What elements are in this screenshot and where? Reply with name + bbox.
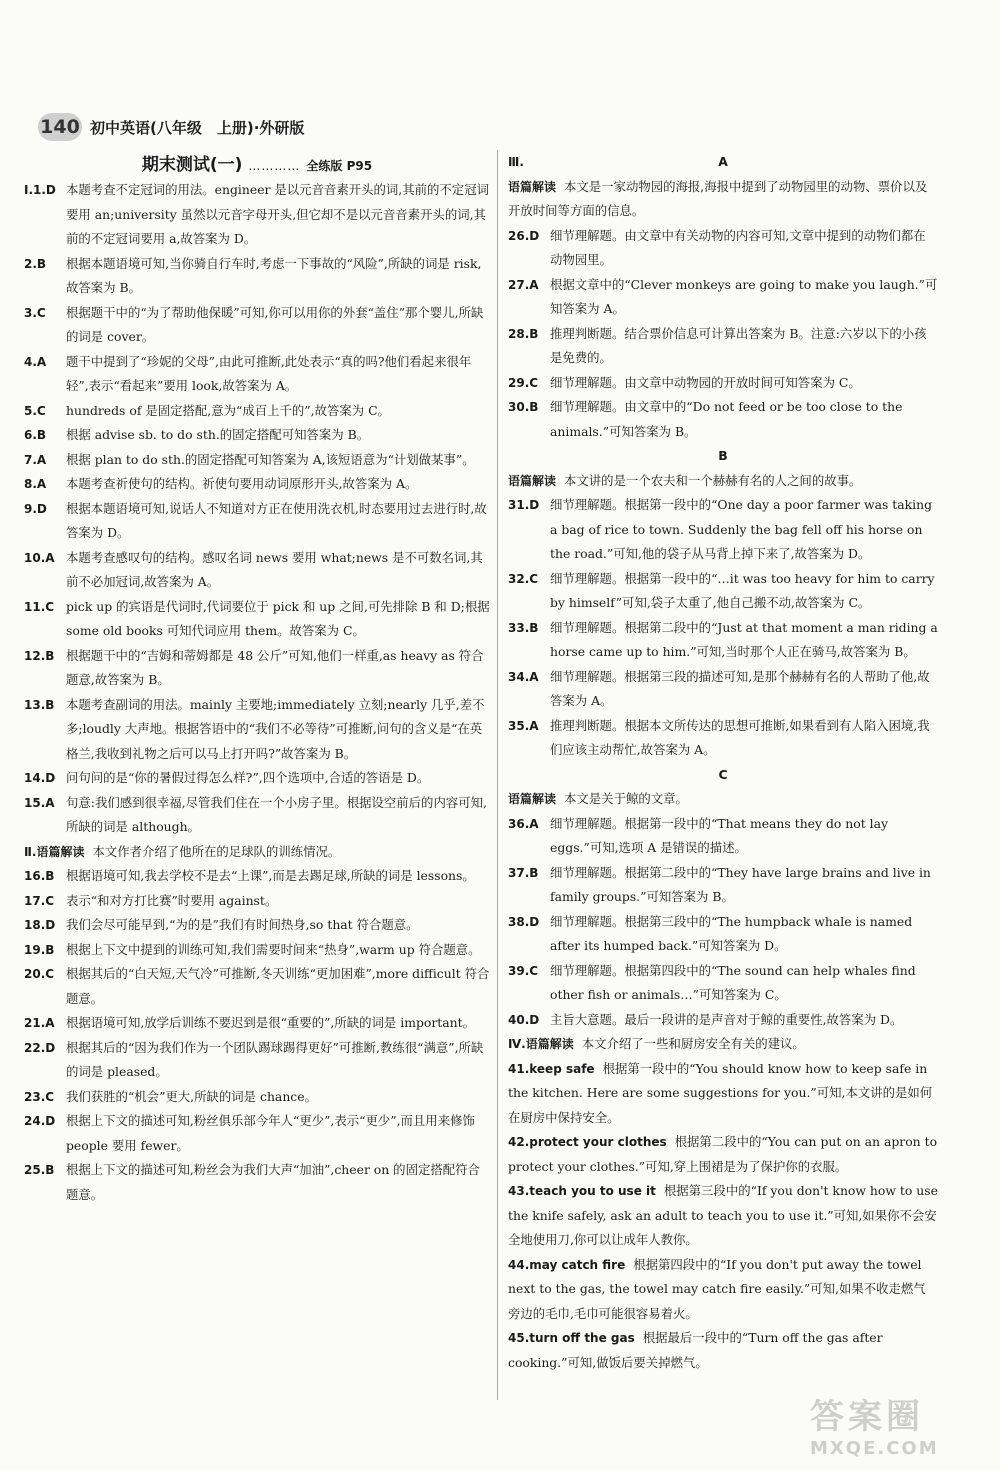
answer-number: 22.D bbox=[24, 1040, 56, 1055]
answer-item bbox=[24, 423, 490, 448]
answer-number: 32.C bbox=[508, 571, 539, 586]
column-divider bbox=[497, 150, 498, 1400]
left-answers bbox=[24, 178, 490, 1207]
answer-item bbox=[24, 913, 490, 938]
watermark-title: 答案圈 bbox=[810, 1397, 924, 1437]
section-intro bbox=[508, 1032, 938, 1057]
answer-explanation: 根据语境可知,我去学校不是去“上课”,而是去踢足球,所缺的词是 lessons。 bbox=[66, 868, 475, 883]
answer-number: 7.A bbox=[24, 452, 47, 467]
answer-item bbox=[24, 448, 490, 473]
answer-explanation: 根据题干中的“为了帮助他保暖”可知,你可以用你的外套“盖住”那个婴儿,所缺的词是 cover。 bbox=[66, 304, 484, 344]
answer-explanation: 我们获胜的“机会”更大,所缺的词是 chance。 bbox=[66, 1088, 317, 1104]
answer-number: 23.C bbox=[24, 1089, 55, 1104]
answer-number: 16.B bbox=[24, 869, 55, 883]
answer-number: 25.B bbox=[24, 1163, 55, 1177]
answer-number: 18.D bbox=[24, 918, 56, 932]
answer-explanation: 细节理解题。根据第二段中的“Just at that moment a man riding a horse came up to him.”可知,当时那个人正在骑马,故答案为 B。 bbox=[550, 619, 938, 659]
book-title: 初中英语(八年级 上册)·外研版 bbox=[90, 118, 305, 137]
answer-item bbox=[24, 252, 490, 301]
answer-item bbox=[508, 812, 938, 861]
answer-item bbox=[24, 962, 490, 1011]
answer-item bbox=[508, 1130, 938, 1179]
section-intro bbox=[508, 787, 938, 812]
answer-explanation: 根据本题语境可知,当你骑自行车时,考虑一下事故的“风险”,所缺的词是 risk,故答案为 B。 bbox=[66, 255, 482, 295]
answer-explanation: 句意:我们感到很幸福,尽管我们住在一个小房子里。根据设空前后的内容可知,所缺的词是 although。 bbox=[66, 794, 487, 834]
answer-number: 8.A bbox=[24, 477, 47, 491]
answer-item bbox=[24, 1158, 490, 1207]
section-label: 语篇解读 bbox=[508, 179, 557, 194]
answer-number: 20.C bbox=[24, 967, 55, 981]
answer-item bbox=[24, 399, 490, 424]
section-intro bbox=[508, 175, 938, 224]
answer-explanation: 本题考查不定冠词的用法。engineer 是以元音音素开头的词,其前的不定冠词要用 an;university 虽然以元音字母开头,但它却不是以元音音素开头的词,其前的不定冠词要用 a,故答案为 D。 bbox=[66, 182, 489, 246]
section-summary: 本文作者介绍了他所在的足球队的训练情况。 bbox=[92, 843, 341, 859]
answer-explanation: 根据第四段中的“If you don't put away the towel next to the gas, the towel may catch fire easily.”可知,如果不收走燃气旁边的毛巾,毛巾可能很容易着火。 bbox=[508, 1256, 926, 1321]
answer-number: 37.B bbox=[508, 865, 539, 880]
answer-number: 31.D bbox=[508, 498, 540, 512]
answer-item bbox=[508, 616, 938, 665]
answer-number: 4.A bbox=[24, 354, 47, 369]
section-summary: 本文是一家动物园的海报,海报中提到了动物园里的动物、票价以及开放时间等方面的信息。 bbox=[508, 178, 928, 218]
answer-explanation: 细节理解题。根据第三段的描述可知,是那个赫赫有名的人帮助了他,故答案为 A。 bbox=[550, 668, 930, 708]
watermark bbox=[810, 1389, 980, 1459]
answer-explanation: 题干中提到了“珍妮的父母”,由此可推断,此处表示“真的吗?他们看起来很年轻”,表示“看起来”要用 look,故答案为 A。 bbox=[66, 353, 472, 393]
answer-explanation: 根据其后的“白天短,天气冷”可推断,冬天训练“更加困难”,more difficult 符合题意。 bbox=[66, 966, 490, 1006]
answer-number: Ⅰ.1.D bbox=[24, 183, 56, 197]
answer-explanation: 推理判断题。根据本文所传达的思想可推断,如果看到有人陷入困境,我们应该主动帮忙,故答案为 A。 bbox=[550, 717, 930, 757]
answer-explanation: 细节理解题。根据第一段中的“One day a poor farmer was taking a bag of rice to town. Suddenly the bag fell off his horse on the road.”可知,他的袋子从马背上掉下来了,故答案为 D。 bbox=[550, 497, 932, 561]
answer-number: 34.A bbox=[508, 669, 539, 684]
answer-item bbox=[508, 1008, 938, 1033]
answer-item bbox=[24, 595, 490, 644]
answer-item bbox=[24, 497, 490, 546]
answer-number: 33.B bbox=[508, 620, 539, 635]
answer-explanation: 细节理解题。由文章中的“Do not feed or be too close to the animals.”可知答案为 B。 bbox=[550, 399, 903, 439]
section-summary: 本文介绍了一些和厨房安全有关的建议。 bbox=[581, 1036, 805, 1051]
answer-explanation: 表示“和对方打比赛”时要用 against。 bbox=[66, 892, 278, 908]
section-summary: 本文是关于鲸的文章。 bbox=[564, 791, 688, 806]
answer-item bbox=[24, 1109, 490, 1158]
answer-explanation: 根据本题语境可知,说话人不知道对方正在使用洗衣机,时态要用过去进行时,故答案为 D。 bbox=[66, 500, 487, 540]
answer-number: 6.B bbox=[24, 428, 47, 442]
answer-item bbox=[24, 301, 490, 350]
section-intro bbox=[24, 840, 490, 865]
answer-item bbox=[24, 1011, 490, 1036]
answer-explanation: 主旨大意题。最后一段讲的是声音对于鲸的重要性,故答案为 D。 bbox=[550, 1011, 903, 1027]
answer-number: 42.protect your clothes bbox=[508, 1135, 667, 1149]
answer-explanation: 本题考查副词的用法。mainly 主要地;immediately 立刻;nearly 几乎,差不多;loudly 大声地。根据答语中的“我们不必等待”可推断,问句的含义是“在英格兰,我收到礼物之后可以马上打开吗?”故答案为 B。 bbox=[66, 696, 485, 761]
left-column bbox=[24, 150, 490, 1207]
answer-number: 43.teach you to use it bbox=[508, 1184, 656, 1198]
answer-item bbox=[24, 1036, 490, 1085]
answer-item bbox=[24, 766, 490, 791]
answer-number: 41.keep safe bbox=[508, 1061, 595, 1076]
test-title bbox=[24, 150, 490, 176]
answer-number: 10.A bbox=[24, 550, 55, 565]
answer-explanation: 根据文章中的“Clever monkeys are going to make you laugh.”可知答案为 A。 bbox=[550, 276, 938, 316]
answer-item bbox=[24, 864, 490, 889]
section-intro bbox=[508, 469, 938, 494]
answer-number: 17.C bbox=[24, 893, 55, 908]
answer-item bbox=[24, 1085, 490, 1110]
answer-item bbox=[24, 938, 490, 963]
answer-number: 14.D bbox=[24, 771, 56, 785]
answer-number: 19.B bbox=[24, 942, 55, 957]
answer-number: 24.D bbox=[24, 1114, 56, 1128]
answer-number: 27.A bbox=[508, 277, 539, 292]
answer-item bbox=[508, 665, 938, 714]
answer-explanation: 细节理解题。由文章中动物园的开放时间可知答案为 C。 bbox=[550, 374, 861, 390]
answer-item bbox=[508, 322, 938, 371]
answer-number: 15.A bbox=[24, 795, 55, 810]
answer-explanation: 根据上下文的描述可知,粉丝俱乐部今年人“更少”,表示“更少”,而且用来修饰 people 要用 fewer。 bbox=[66, 1113, 475, 1153]
page-number: 140 bbox=[38, 113, 82, 141]
answer-item bbox=[508, 1253, 938, 1327]
answer-item bbox=[24, 350, 490, 399]
answer-explanation: 根据其后的“因为我们作为一个团队踢球踢得更好”可推断,教练很“满意”,所缺的词是 pleased。 bbox=[66, 1039, 484, 1079]
answer-item bbox=[508, 714, 938, 763]
answer-number: 36.A bbox=[508, 816, 539, 831]
answer-number: 29.C bbox=[508, 375, 539, 390]
right-answers bbox=[508, 150, 938, 1375]
answer-item bbox=[508, 371, 938, 396]
section-label: Ⅳ.语篇解读 bbox=[508, 1037, 574, 1051]
section-heading bbox=[508, 150, 938, 175]
answer-item bbox=[508, 273, 938, 322]
passage-letter: C bbox=[718, 766, 728, 782]
passage-letter: B bbox=[718, 448, 728, 463]
answer-number: 13.B bbox=[24, 697, 55, 712]
answer-number: 2.B bbox=[24, 256, 47, 271]
answer-explanation: 细节理解题。由文章中有关动物的内容可知,文章中提到的动物们都在动物园里。 bbox=[550, 227, 926, 267]
page-reference: 全练版 P95 bbox=[306, 159, 373, 173]
answer-item bbox=[24, 178, 490, 252]
answer-explanation: 根据 advise sb. to do sth.的固定搭配可知答案为 B。 bbox=[66, 427, 370, 442]
right-column bbox=[508, 150, 938, 1375]
answer-item bbox=[508, 1179, 938, 1253]
answer-number: 38.D bbox=[508, 914, 540, 929]
section-label: Ⅱ.语篇解读 bbox=[24, 844, 85, 859]
answer-explanation: 根据上下文的描述可知,粉丝会为我们大声“加油”,cheer on 的固定搭配符合题意。 bbox=[66, 1162, 480, 1202]
answer-explanation: 根据 plan to do sth.的固定搭配可知答案为 A,该短语意为“计划做某事”。 bbox=[66, 451, 475, 467]
answer-explanation: 我们会尽可能早到,“为的是”我们有时间热身,so that 符合题意。 bbox=[66, 917, 419, 932]
answer-number: 21.A bbox=[24, 1016, 55, 1030]
answer-explanation: hundreds of 是固定搭配,意为“成百上千的”,故答案为 C。 bbox=[66, 402, 390, 418]
answer-item bbox=[508, 1057, 938, 1131]
test-title-text: 期末测试(一) bbox=[141, 155, 243, 175]
watermark-url: MXQE.COM bbox=[810, 1438, 939, 1459]
section-label: 语篇解读 bbox=[508, 473, 557, 488]
answer-item bbox=[508, 567, 938, 616]
answer-explanation: 根据题干中的“吉姆和蒂姆都是 48 公斤”可知,他们一样重,as heavy as 符合题意,故答案为 B。 bbox=[66, 647, 484, 687]
answer-item bbox=[24, 546, 490, 595]
answer-item bbox=[508, 910, 938, 959]
answer-item bbox=[24, 791, 490, 840]
answer-explanation: 推理判断题。结合票价信息可计算出答案为 B。注意:六岁以下的小孩是免费的。 bbox=[550, 325, 927, 365]
answer-item bbox=[508, 224, 938, 273]
answer-explanation: 根据最后一段中的“Turn off the gas after cooking.”可知,做饭后要关掉燃气。 bbox=[508, 1330, 883, 1370]
answer-number: 5.C bbox=[24, 403, 46, 418]
answer-item bbox=[508, 1326, 938, 1375]
answer-number: 12.B bbox=[24, 648, 55, 663]
answer-number: 11.C bbox=[24, 599, 55, 614]
answer-explanation: 细节理解题。根据第一段中的“That means they do not lay eggs.”可知,选项 A 是错误的描述。 bbox=[550, 815, 888, 855]
answer-item bbox=[24, 693, 490, 767]
answer-number: 9.D bbox=[24, 501, 47, 516]
title-dots: ………… bbox=[248, 159, 301, 173]
answer-item bbox=[24, 472, 490, 497]
answer-number: 26.D bbox=[508, 228, 540, 243]
answer-item bbox=[508, 959, 938, 1008]
answer-item bbox=[508, 493, 938, 567]
answer-explanation: 细节理解题。根据第一段中的“…it was too heavy for him to carry by himself”可知,袋子太重了,他自己搬不动,故答案为 C。 bbox=[550, 570, 935, 610]
answer-explanation: 细节理解题。根据第三段中的“The humpback whale is named after its humped back.”可知答案为 D。 bbox=[550, 913, 913, 953]
section-roman: Ⅲ. bbox=[508, 155, 524, 169]
answer-explanation: 本题考查感叹句的结构。感叹名词 news 要用 what;news 是不可数名词,其前不必加冠词,故答案为 A。 bbox=[66, 549, 483, 589]
answer-explanation: 细节理解题。根据第四段中的“The sound can help whales find other fish or animals…”可知答案为 C。 bbox=[550, 962, 916, 1002]
answer-explanation: 根据第三段中的“If you don't know how to use the knife safely, ask an adult to teach you to use it.”可知,如果你不会安全地使用刀,你可以让成年人教你。 bbox=[508, 1183, 938, 1247]
answer-item bbox=[24, 644, 490, 693]
answer-explanation: 根据语境可知,放学后训练不要迟到是很“重要的”,所缺的词是 important。 bbox=[66, 1015, 475, 1030]
answer-explanation: pick up 的宾语是代词时,代词要位于 pick 和 up 之间,可先排除 B 和 D;根据 some old books 可知代词应用 them。故答案为 C。 bbox=[66, 598, 490, 638]
answer-explanation: 细节理解题。根据第二段中的“They have large brains and live in family groups.”可知答案为 B。 bbox=[550, 864, 931, 904]
answer-explanation: 本题考查祈使句的结构。祈使句要用动词原形开头,故答案为 A。 bbox=[66, 476, 418, 491]
answer-item bbox=[508, 395, 938, 444]
passage-letter: A bbox=[718, 154, 728, 169]
section-summary: 本文讲的是一个农夫和一个赫赫有名的人之间的故事。 bbox=[564, 472, 862, 488]
page-header bbox=[38, 112, 304, 142]
answer-explanation: 问句问的是“你的暑假过得怎么样?”,四个选项中,合适的答语是 D。 bbox=[66, 770, 430, 785]
answer-number: 39.C bbox=[508, 963, 539, 978]
answer-explanation: 根据第二段中的“You can put on an apron to protect your clothes.”可知,穿上围裙是为了保护你的衣服。 bbox=[508, 1134, 938, 1174]
answer-number: 30.B bbox=[508, 400, 539, 414]
answer-item bbox=[24, 889, 490, 914]
answer-number: 40.D bbox=[508, 1012, 540, 1027]
section-label: 语篇解读 bbox=[508, 792, 557, 806]
answer-number: 45.turn off the gas bbox=[508, 1331, 635, 1345]
answer-number: 44.may catch fire bbox=[508, 1257, 626, 1272]
answer-number: 28.B bbox=[508, 326, 539, 341]
answer-explanation: 根据上下文中提到的训练可知,我们需要时间来“热身”,warm up 符合题意。 bbox=[66, 941, 481, 957]
answer-explanation: 根据第一段中的“You should know how to keep safe in the kitchen. Here are some suggestions for you.”可知,本文讲的是如何在厨房中保持安全。 bbox=[508, 1060, 933, 1125]
answer-number: 35.A bbox=[508, 718, 539, 733]
answer-number: 3.C bbox=[24, 305, 46, 320]
answer-item bbox=[508, 861, 938, 910]
